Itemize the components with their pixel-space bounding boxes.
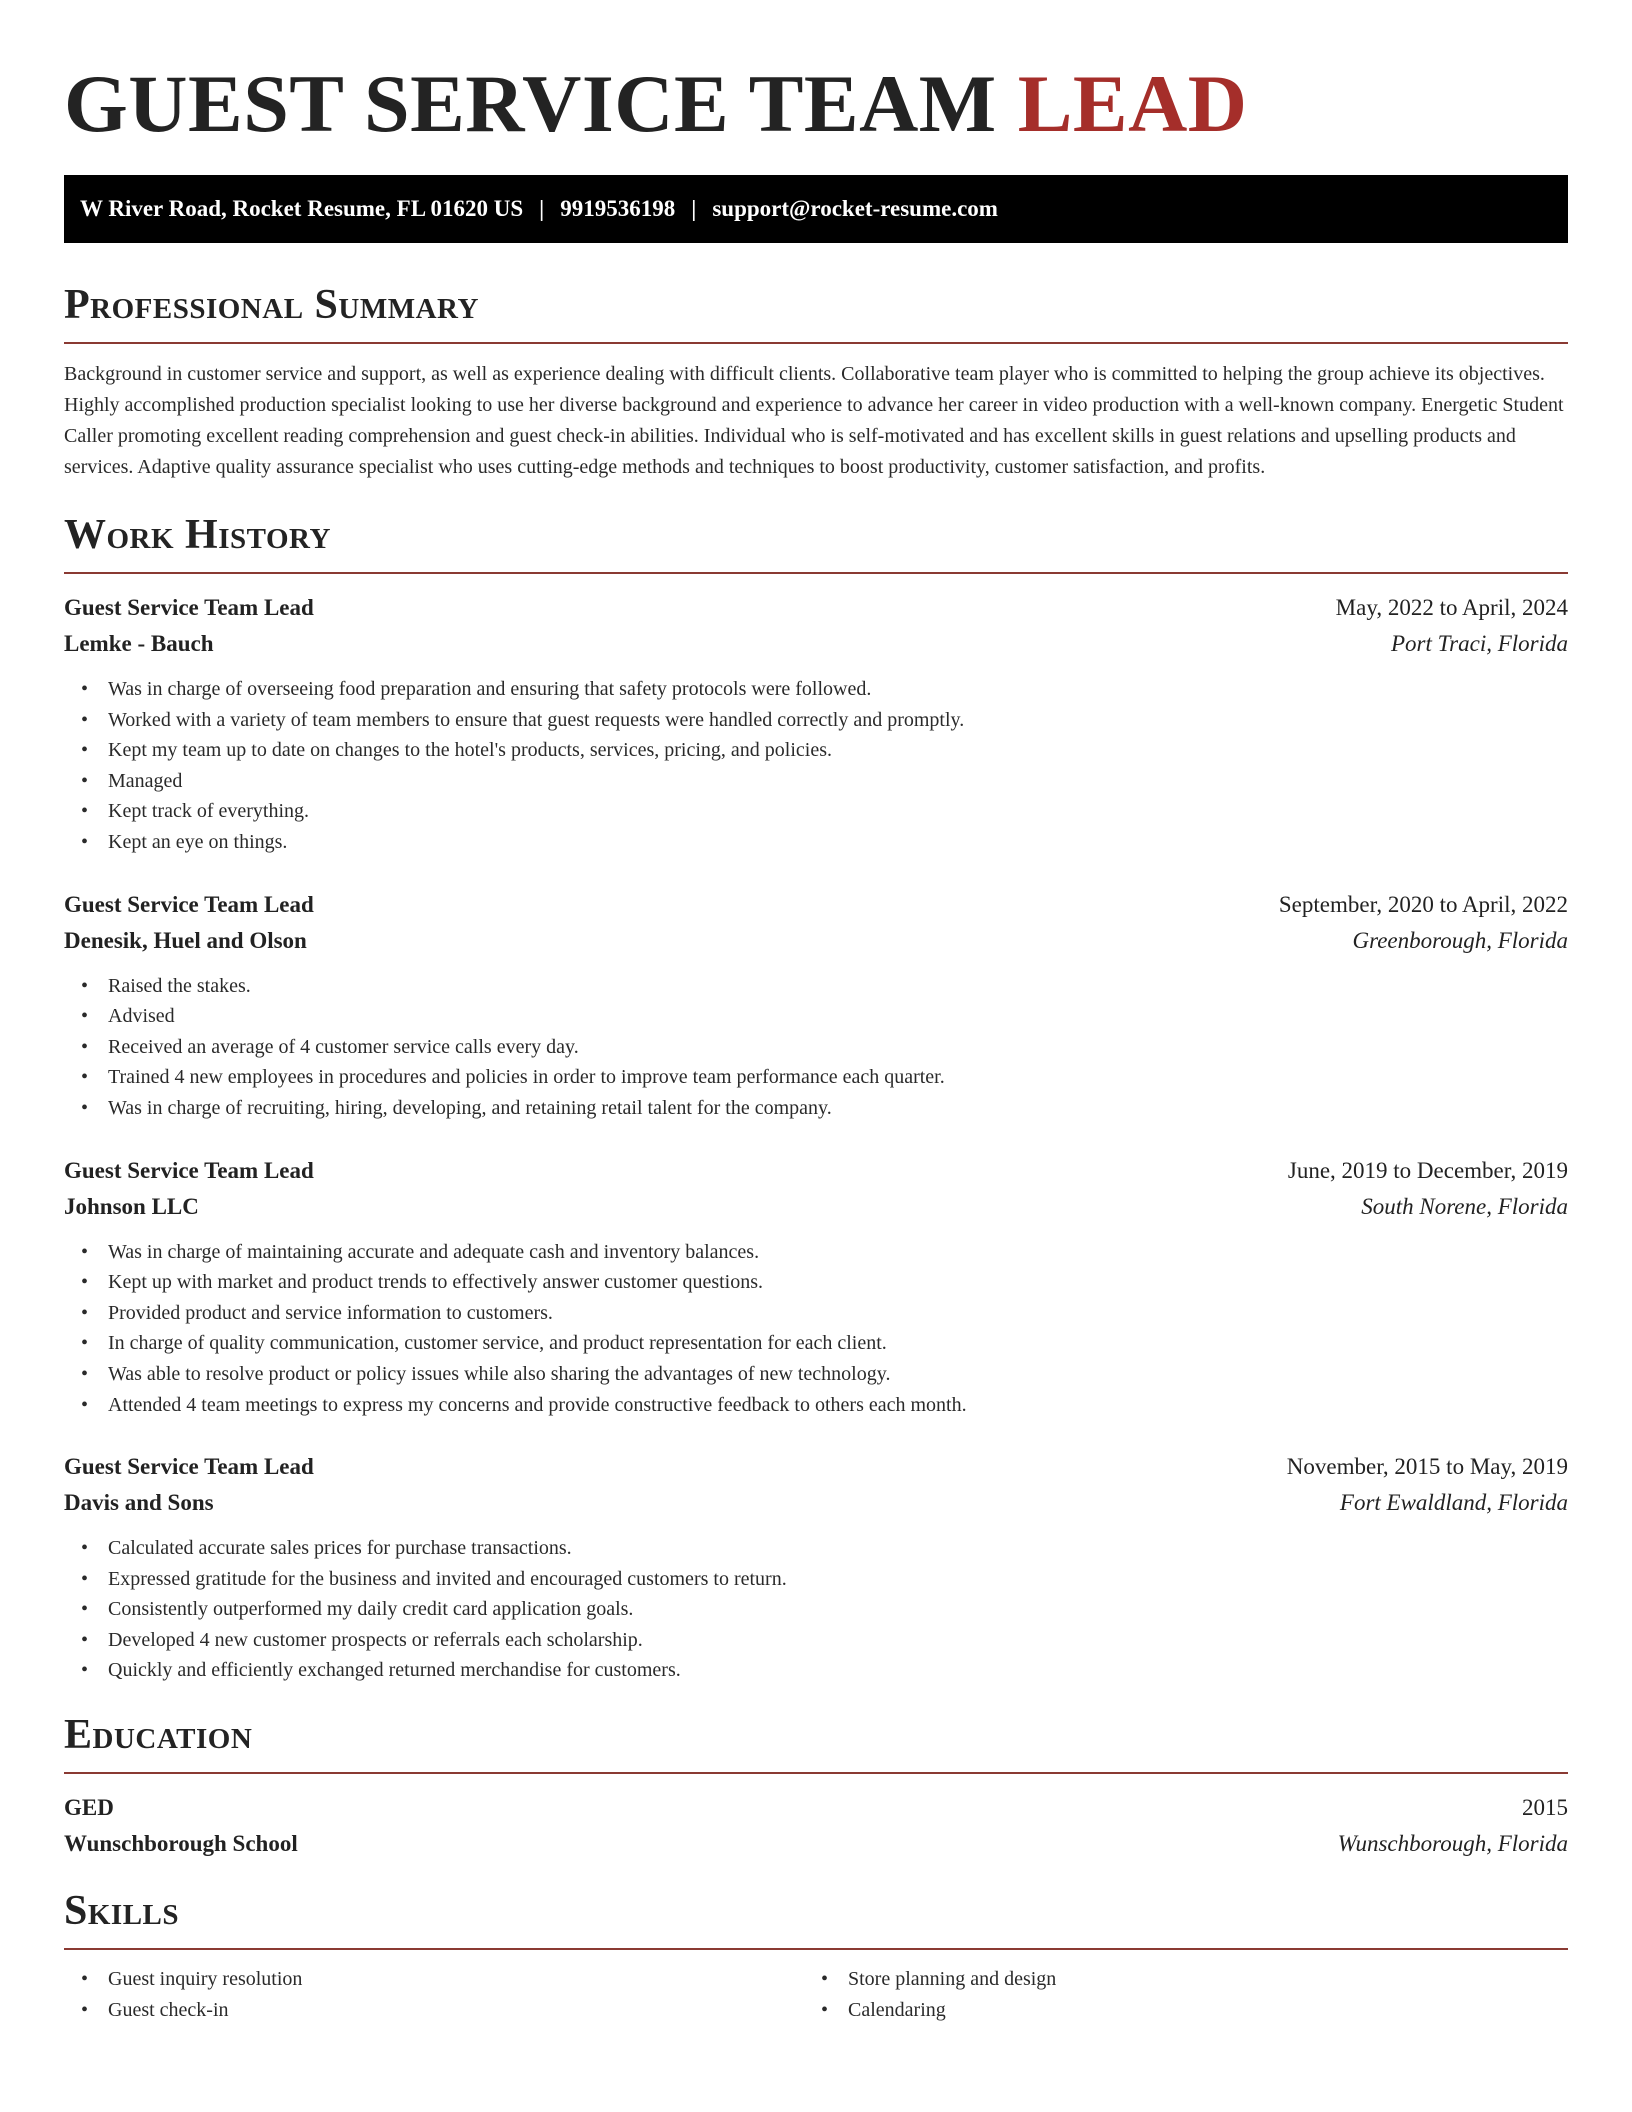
work-history-section (64, 510, 1568, 1686)
contact-phone: 9919536198 (560, 196, 676, 221)
job-role: Guest Service Team Lead (64, 1157, 314, 1183)
section-divider (64, 342, 1568, 344)
job-company: Davis and Sons (64, 1490, 214, 1516)
section-title-education: Education (64, 1712, 253, 1759)
skill-item: • Calendaring (804, 1995, 1568, 2026)
job-bullet: • Worked with a variety of team members to ensure that guest requests were handled correctly and promptly. (64, 705, 1568, 736)
education-school: Wunschborough School (64, 1831, 298, 1857)
job-header (64, 1153, 1568, 1189)
skill-item: • Store planning and design (804, 1964, 1568, 1995)
job-bullets (64, 1533, 1568, 1686)
resume-name (64, 0, 1568, 150)
job-location: Greenborough, Florida (1352, 927, 1568, 953)
job-bullet: • Expressed gratitude for the business and invited and encouraged customers to return. (64, 1564, 1568, 1595)
job-company: Johnson LLC (64, 1193, 199, 1219)
skills-section (64, 1886, 1568, 2025)
name-accent: LEAD (1017, 58, 1248, 149)
job-header (64, 590, 1568, 626)
contact-separator: | (691, 196, 697, 221)
education-section (64, 1710, 1568, 1862)
job-bullet: • Raised the stakes. (64, 971, 1568, 1002)
name-main: GUEST SERVICE TEAM (64, 58, 997, 149)
job-bullets (64, 971, 1568, 1124)
job-entry (64, 1153, 1568, 1421)
job-bullet: • Kept up with market and product trends to effectively answer customer questions. (64, 1267, 1568, 1298)
job-bullet: • Kept my team up to date on changes to the hotel's products, services, pricing, and policies. (64, 735, 1568, 766)
job-bullet: • Was in charge of recruiting, hiring, developing, and retaining retail talent for the company. (64, 1093, 1568, 1124)
job-subheader (64, 1485, 1568, 1521)
job-location: South Norene, Florida (1361, 1193, 1568, 1219)
education-entry (64, 1790, 1568, 1862)
job-subheader (64, 626, 1568, 662)
section-title-summary: Professional Summary (64, 282, 479, 328)
job-bullet: • Was in charge of maintaining accurate and adequate cash and inventory balances. (64, 1237, 1568, 1268)
education-header (64, 1790, 1568, 1826)
job-entry (64, 1449, 1568, 1686)
skill-item: • Guest check-in (64, 1995, 804, 2026)
job-bullet: • Managed (64, 766, 1568, 797)
job-subheader (64, 923, 1568, 959)
job-dates: May, 2022 to April, 2024 (1335, 595, 1568, 620)
job-bullets (64, 1237, 1568, 1421)
job-dates: June, 2019 to December, 2019 (1287, 1157, 1568, 1183)
job-bullet: • Provided product and service information to customers. (64, 1298, 1568, 1329)
skills-column-left (64, 1964, 804, 2025)
job-bullet: • Consistently outperformed my daily credit card application goals. (64, 1594, 1568, 1625)
job-bullet: • Kept track of everything. (64, 796, 1568, 827)
job-bullet: • Trained 4 new employees in procedures and policies in order to improve team performance each quarter. (64, 1062, 1568, 1093)
education-location: Wunschborough, Florida (1337, 1831, 1568, 1857)
job-bullet: • Quickly and efficiently exchanged returned merchandise for customers. (64, 1655, 1568, 1686)
job-bullet: • Attended 4 team meetings to express my concerns and provide constructive feedback to others each month. (64, 1390, 1568, 1421)
skills-column-right (804, 1964, 1568, 2025)
job-bullet: • Kept an eye on things. (64, 827, 1568, 858)
section-title-work-history: Work History (64, 512, 331, 558)
job-company: Lemke - Bauch (64, 631, 214, 656)
job-bullet: • In charge of quality communication, customer service, and product representation for each client. (64, 1328, 1568, 1359)
contact-email: support@rocket-resume.com (712, 196, 998, 221)
section-divider (64, 572, 1568, 574)
job-bullet: • Advised (64, 1001, 1568, 1032)
job-bullet: • Calculated accurate sales prices for purchase transactions. (64, 1533, 1568, 1564)
job-subheader (64, 1189, 1568, 1225)
job-role: Guest Service Team Lead (64, 891, 314, 917)
job-bullet: • Developed 4 new customer prospects or referrals each scholarship. (64, 1625, 1568, 1656)
job-dates: November, 2015 to May, 2019 (1286, 1454, 1568, 1480)
contact-address: W River Road, Rocket Resume, FL 01620 US (80, 196, 524, 221)
job-dates: September, 2020 to April, 2022 (1278, 891, 1568, 917)
skill-item: • Guest inquiry resolution (64, 1964, 804, 1995)
job-bullet: • Was in charge of overseeing food preparation and ensuring that safety protocols were followed. (64, 674, 1568, 705)
section-divider (64, 1948, 1568, 1950)
education-subheader (64, 1826, 1568, 1862)
job-header (64, 1449, 1568, 1485)
contact-separator: | (539, 196, 545, 221)
summary-text: Background in customer service and support, as well as experience dealing with difficult clients. Collaborative team player who is committed to helping the group achieve its objectives. Highly accomplished production specialist looking to use her diverse background and experience to advance her career in video production with a well-known company. Energetic Student Caller promoting excellent reading comprehension and guest check-in abilities. Individual who is self-motivated and has excellent skills in guest relations and upselling products and services. Adaptive quality assurance specialist who uses cutting-edge methods and techniques to boost productivity, customer satisfaction, and profits. (64, 363, 1564, 478)
section-divider (64, 1772, 1568, 1774)
skills-grid (64, 1964, 1568, 2025)
contact-bar (64, 175, 1568, 243)
education-year: 2015 (1522, 1795, 1568, 1821)
job-bullet: • Was able to resolve product or policy issues while also sharing the advantages of new technology. (64, 1359, 1568, 1390)
education-degree: GED (64, 1795, 114, 1821)
job-entry (64, 590, 1568, 858)
section-title-skills: Skills (64, 1888, 180, 1935)
job-bullets (64, 674, 1568, 858)
job-role: Guest Service Team Lead (64, 1454, 314, 1480)
job-header (64, 887, 1568, 923)
summary-section (64, 280, 1568, 483)
job-location: Port Traci, Florida (1391, 631, 1568, 656)
job-company: Denesik, Huel and Olson (64, 927, 307, 953)
job-location: Fort Ewaldland, Florida (1339, 1490, 1568, 1516)
job-bullet: • Received an average of 4 customer service calls every day. (64, 1032, 1568, 1063)
job-entry (64, 887, 1568, 1124)
job-role: Guest Service Team Lead (64, 595, 314, 620)
